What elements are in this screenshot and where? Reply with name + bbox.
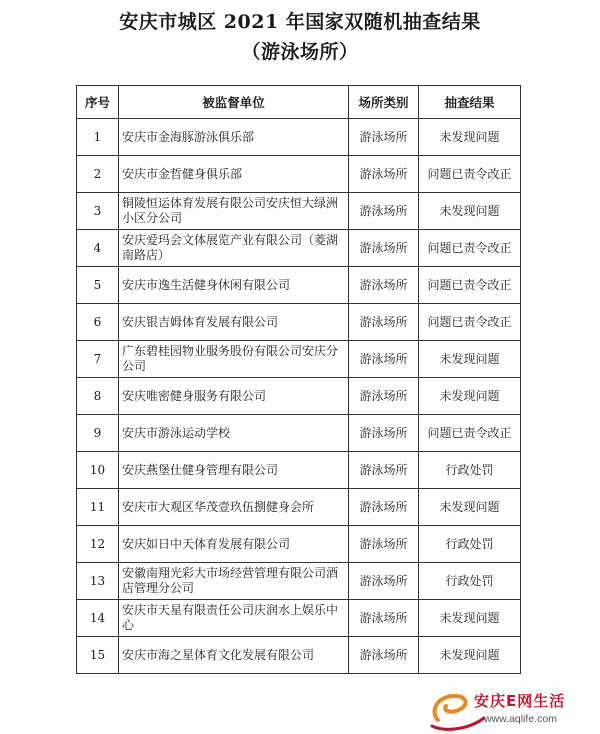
cell-no: 4 xyxy=(77,230,119,267)
cell-result: 未发现问题 xyxy=(419,119,521,156)
cell-type: 游泳场所 xyxy=(349,637,419,674)
cell-no: 14 xyxy=(77,600,119,637)
watermark-brand: 安庆E网生活 xyxy=(474,692,566,710)
table-row xyxy=(77,452,521,489)
table-row xyxy=(77,489,521,526)
table-row xyxy=(77,341,521,378)
cell-no: 2 xyxy=(77,156,119,193)
cell-result: 未发现问题 xyxy=(419,193,521,230)
page-subtitle: （游泳场所） xyxy=(241,41,359,63)
cell-no: 15 xyxy=(77,637,119,674)
table-row xyxy=(77,415,521,452)
cell-unit: 安徽南翔光彩大市场经营管理有限公司酒店管理分公司 xyxy=(119,563,349,600)
cell-unit: 安庆燕堡仕健身管理有限公司 xyxy=(119,452,349,489)
cell-result: 行政处罚 xyxy=(419,563,521,600)
cell-unit: 安庆爱玛会文体展览产业有限公司（菱湖南路店） xyxy=(119,230,349,267)
cell-type: 游泳场所 xyxy=(349,526,419,563)
cell-unit: 安庆市金哲健身俱乐部 xyxy=(119,156,349,193)
cell-type: 游泳场所 xyxy=(349,193,419,230)
cell-no: 3 xyxy=(77,193,119,230)
table-row xyxy=(77,119,521,156)
site-watermark xyxy=(428,686,600,734)
table-row xyxy=(77,193,521,230)
header-no: 序号 xyxy=(77,86,119,119)
watermark-url: www.aqlife.com xyxy=(484,713,557,725)
cell-type: 游泳场所 xyxy=(349,341,419,378)
cell-no: 11 xyxy=(77,489,119,526)
header-unit: 被监督单位 xyxy=(119,86,349,119)
table-row xyxy=(77,267,521,304)
cell-type: 游泳场所 xyxy=(349,267,419,304)
cell-unit: 安庆市金海豚游泳俱乐部 xyxy=(119,119,349,156)
cell-result: 问题已责令改正 xyxy=(419,415,521,452)
cell-unit: 安庆市海之星体育文化发展有限公司 xyxy=(119,637,349,674)
cell-unit: 安庆市大观区华茂壹玖伍捌健身会所 xyxy=(119,489,349,526)
cell-type: 游泳场所 xyxy=(349,563,419,600)
table-row xyxy=(77,637,521,674)
cell-result: 行政处罚 xyxy=(419,452,521,489)
cell-unit: 安庆市逸生活健身休闲有限公司 xyxy=(119,267,349,304)
cell-result: 问题已责令改正 xyxy=(419,304,521,341)
cell-unit: 安庆唯密健身服务有限公司 xyxy=(119,378,349,415)
cell-no: 5 xyxy=(77,267,119,304)
cell-unit: 安庆银吉姆体育发展有限公司 xyxy=(119,304,349,341)
cell-no: 10 xyxy=(77,452,119,489)
cell-no: 8 xyxy=(77,378,119,415)
cell-result: 问题已责令改正 xyxy=(419,267,521,304)
cell-type: 游泳场所 xyxy=(349,600,419,637)
cell-type: 游泳场所 xyxy=(349,119,419,156)
cell-result: 问题已责令改正 xyxy=(419,230,521,267)
cell-result: 未发现问题 xyxy=(419,489,521,526)
results-table xyxy=(76,85,521,674)
cell-type: 游泳场所 xyxy=(349,489,419,526)
header-result: 抽查结果 xyxy=(419,86,521,119)
header-type: 场所类别 xyxy=(349,86,419,119)
cell-no: 12 xyxy=(77,526,119,563)
table-row xyxy=(77,563,521,600)
cell-result: 问题已责令改正 xyxy=(419,156,521,193)
cell-unit: 安庆市天星有限责任公司庆润水上娱乐中心 xyxy=(119,600,349,637)
table-row xyxy=(77,230,521,267)
cell-result: 行政处罚 xyxy=(419,526,521,563)
cell-unit: 铜陵恒运体育发展有限公司安庆恒大绿洲小区分公司 xyxy=(119,193,349,230)
cell-type: 游泳场所 xyxy=(349,452,419,489)
cell-no: 9 xyxy=(77,415,119,452)
cell-result: 未发现问题 xyxy=(419,341,521,378)
cell-no: 7 xyxy=(77,341,119,378)
cell-unit: 广东碧桂园物业服务股份有限公司安庆分公司 xyxy=(119,341,349,378)
cell-type: 游泳场所 xyxy=(349,304,419,341)
cell-result: 未发现问题 xyxy=(419,637,521,674)
cell-unit: 安庆市游泳运动学校 xyxy=(119,415,349,452)
cell-result: 未发现问题 xyxy=(419,378,521,415)
cell-type: 游泳场所 xyxy=(349,230,419,267)
table-row xyxy=(77,526,521,563)
header-row xyxy=(77,86,521,119)
cell-unit: 安庆如日中天体育发展有限公司 xyxy=(119,526,349,563)
cell-result: 未发现问题 xyxy=(419,600,521,637)
table-row xyxy=(77,600,521,637)
table-row xyxy=(77,156,521,193)
page-title: 安庆市城区 2021 年国家双随机抽查结果 xyxy=(119,11,481,33)
cell-type: 游泳场所 xyxy=(349,415,419,452)
table-row xyxy=(77,378,521,415)
cell-no: 1 xyxy=(77,119,119,156)
cell-type: 游泳场所 xyxy=(349,156,419,193)
cell-no: 13 xyxy=(77,563,119,600)
table-row xyxy=(77,304,521,341)
cell-no: 6 xyxy=(77,304,119,341)
cell-type: 游泳场所 xyxy=(349,378,419,415)
